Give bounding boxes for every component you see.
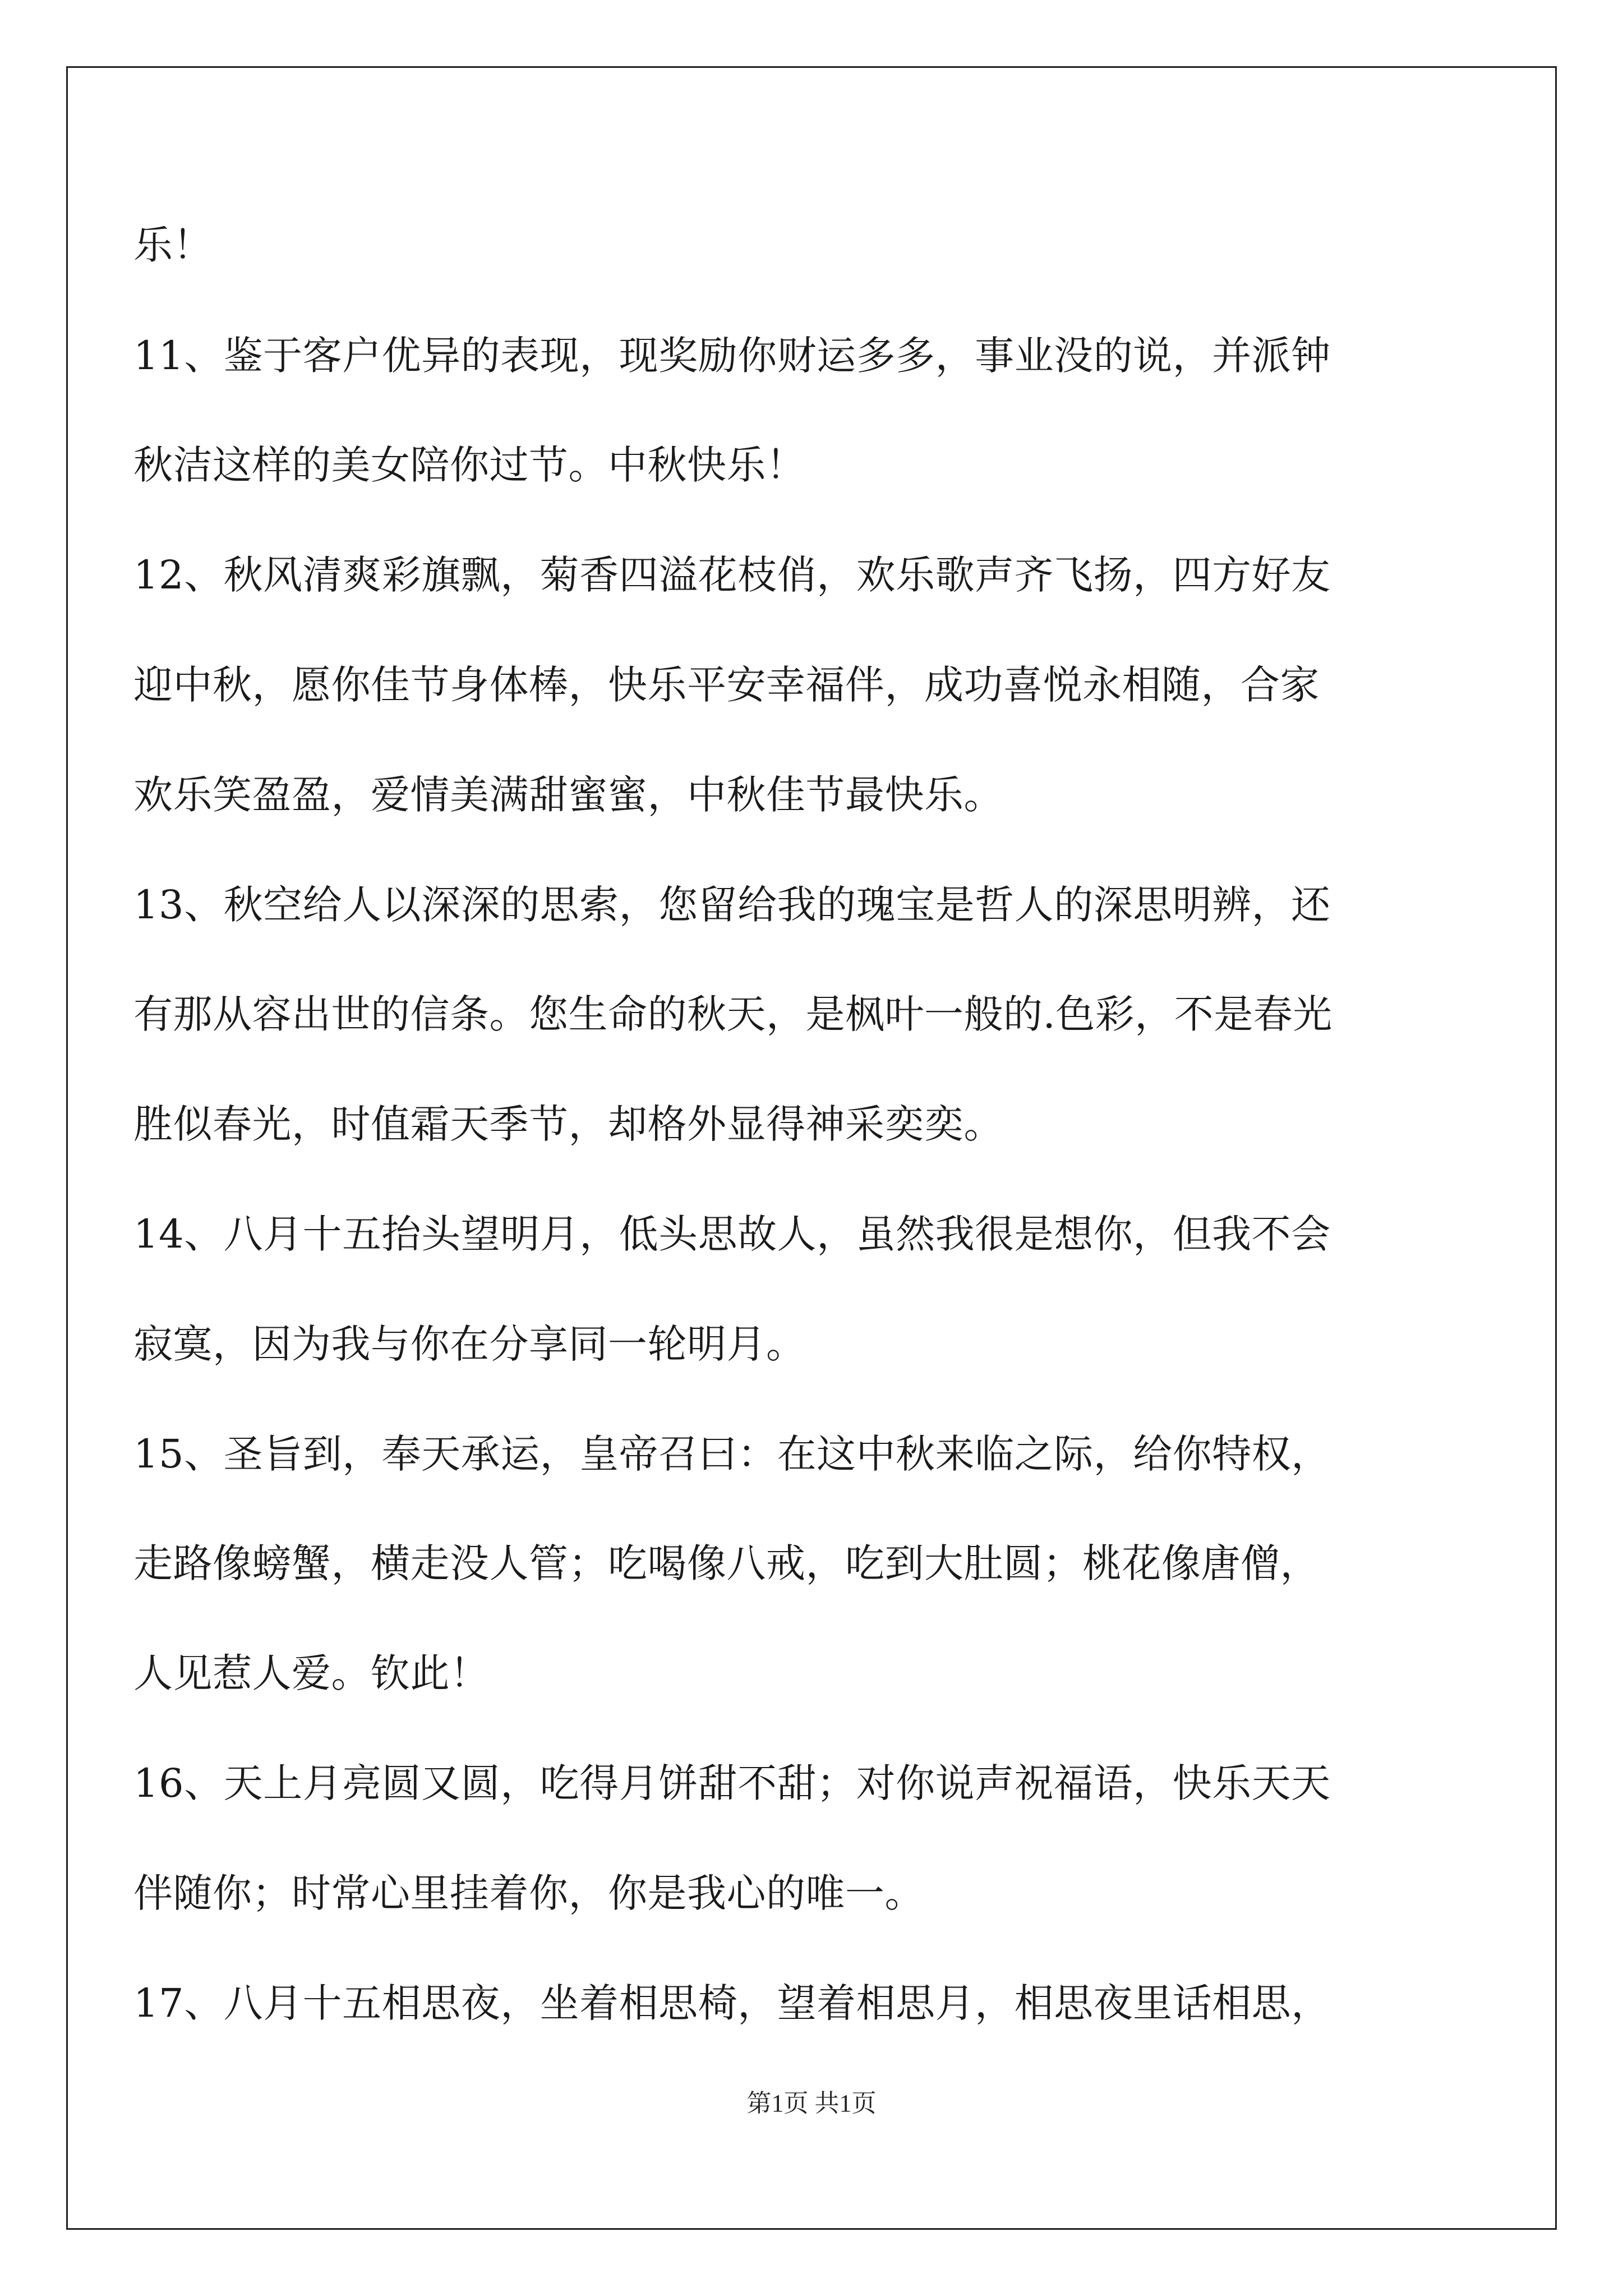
text-line: 有那从容出世的信条。您生命的秋天，是枫叶一般的.色彩，不是春光 <box>133 991 1332 1037</box>
page-footer: 第1页 共1页 <box>746 2090 877 2117</box>
text-line: 走路像螃蟹，横走没人管；吃喝像八戒，吃到大肚圆；桃花像唐僧， <box>133 1540 1320 1586</box>
text-line: 欢乐笑盈盈，爱情美满甜蜜蜜，中秋佳节最快乐。 <box>133 772 1003 818</box>
text-line: 胜似春光，时值霜天季节，却格外显得神采奕奕。 <box>133 1101 1003 1147</box>
text-line: 乐！ <box>133 222 213 268</box>
text-line: 秋洁这样的美女陪你过节。中秋快乐！ <box>133 442 806 488</box>
text-line: 迎中秋，愿你佳节身体棒，快乐平安幸福伴，成功喜悦永相随，合家 <box>133 662 1320 708</box>
text-line: 12、秋风清爽彩旗飘，菊香四溢花枝俏，欢乐歌声齐飞扬，四方好友 <box>133 552 1331 598</box>
text-line: 17、八月十五相思夜，坐着相思椅，望着相思月，相思夜里话相思， <box>133 1980 1331 2026</box>
text-line: 14、八月十五抬头望明月，低头思故人，虽然我很是想你，但我不会 <box>133 1211 1331 1257</box>
text-line: 伴随你；时常心里挂着你，你是我心的唯一。 <box>133 1870 924 1916</box>
text-line: 人见惹人爱。钦此！ <box>133 1650 490 1696</box>
text-line: 16、天上月亮圆又圆，吃得月饼甜不甜；对你说声祝福语，快乐天天 <box>133 1760 1331 1806</box>
text-line: 15、圣旨到，奉天承运，皇帝召曰：在这中秋来临之际，给你特权， <box>133 1431 1331 1477</box>
text-line: 13、秋空给人以深深的思索，您留给我的瑰宝是哲人的深思明辨，还 <box>133 882 1331 928</box>
text-line: 11、鉴于客户优异的表现，现奖励你财运多多，事业没的说，并派钟 <box>133 333 1331 379</box>
text-line: 寂寞，因为我与你在分享同一轮明月。 <box>133 1321 806 1367</box>
